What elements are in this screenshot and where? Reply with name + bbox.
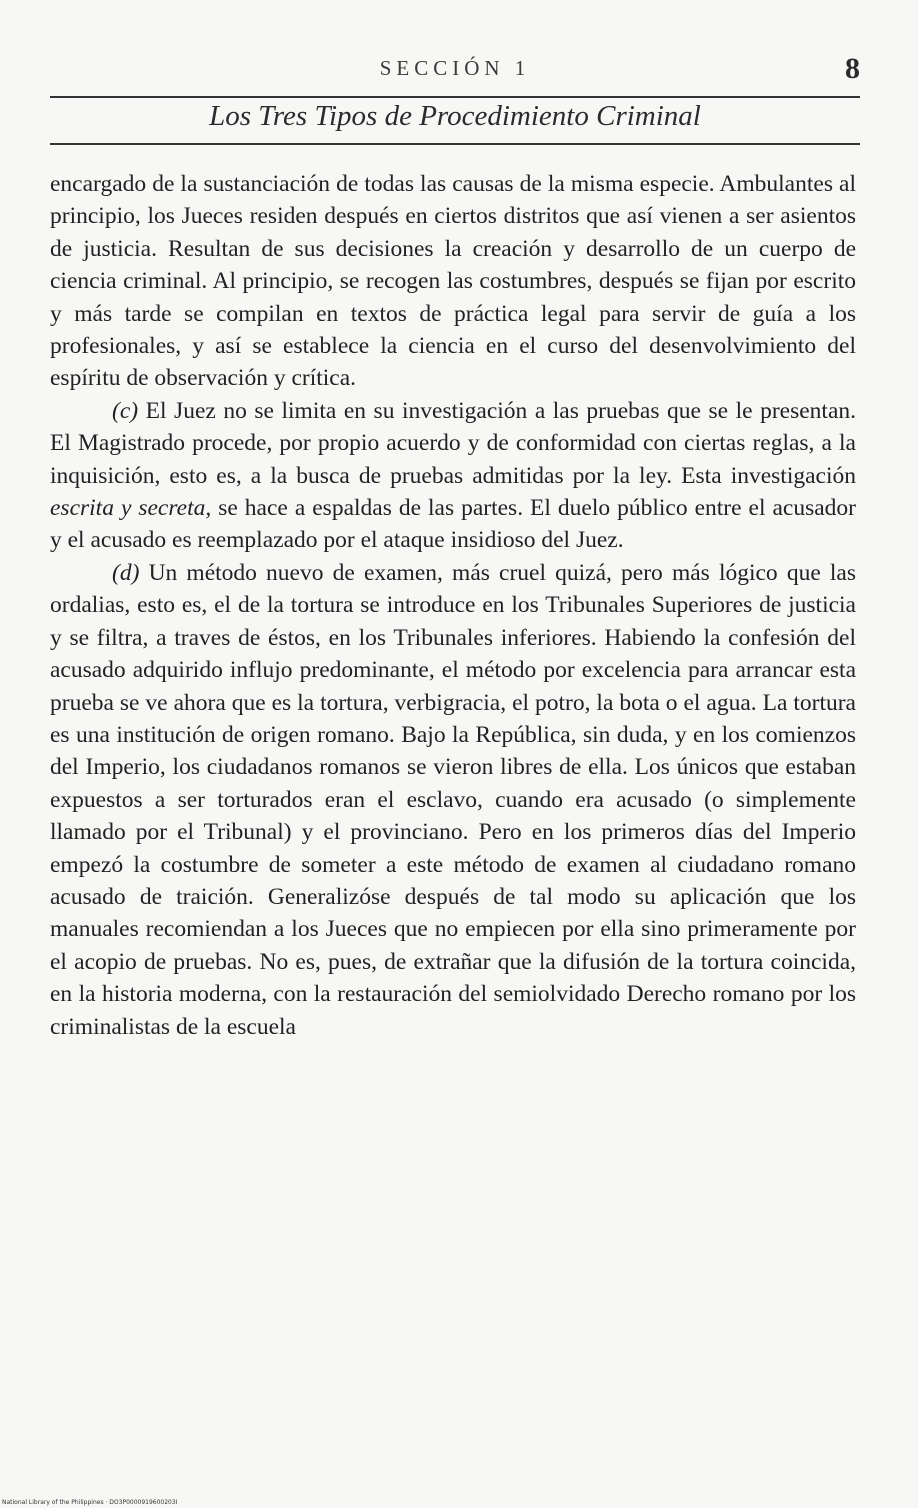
paragraph-d-text: Un método nuevo de examen, más cruel quizá, pero más lógico que las ordalias, esto es, el de la tortura se introduce en los Tribunales Superiores de justicia y se filtra, a traves de éstos, en los Tribunales inferiores. Habiendo la confesión del acusado adquirido influjo predominante, el método por excelencia para arrancar esta prueba se ve ahora que es la tortura, verbigracia, el potro, la bota o el agua. La tortura es una institución de origen romano. Bajo la República, sin duda, y en los comienzos del Imperio, los ciudadanos romanos se vieron libres de ella. Los únicos que estaban expuestos a ser torturados eran el esclavo, cuando era acusado (o simplemente llamado por el Tribunal) y el provinciano. Pero en los primeros días del Imperio empezó la costumbre de someter a este método de examen al ciudadano romano acusado de traición. Generalizóse después de tal modo su aplicación que los manuales recomiendan a los Jueces que no empiecen por ella sino primeramente por el acopio de pruebas. No es, pues, de extrañar que la difusión de la tortura coincida, en la historia moderna, con la restauración del semiolvidado Derecho romano por los criminalistas de la escuela — [50, 559, 856, 1040]
paragraph-c-text-2: se hace a espaldas de las partes. El duelo público entre el acusador y el acusado es reemplazado por el ataque insidioso del Juez. — [50, 495, 857, 554]
paragraph-c-marker: (c) — [112, 397, 139, 424]
running-head — [50, 52, 860, 92]
paragraph-c — [50, 395, 856, 557]
chapter-title: Los Tres Tipos de Procedimiento Criminal — [209, 100, 701, 132]
library-stamp: National Library of the Philippines · DO3P0000919600203I — [2, 1499, 178, 1506]
body-text — [50, 168, 856, 1043]
page-number: 8 — [845, 52, 860, 85]
section-label: SECCIÓN 1 — [379, 56, 531, 80]
paragraph-c-text-1: El Juez no se limita en su investigación a las pruebas que se le presentan. El Magistrado procede, por propio acuerdo y de conformidad con ciertas reglas, a la inquisición, esto es, a la busca de pruebas admitidas por la ley. Esta investigación — [50, 397, 857, 489]
header-rule-top — [50, 96, 860, 98]
header-rule-bottom — [50, 143, 860, 145]
paragraph-d — [50, 557, 856, 1043]
paragraph-1: encargado de la sustanciación de todas las causas de la misma especie. Ambulantes al principio, los Jueces residen después en ciertos distritos que así vienen a ser asientos de justicia. Resultan de sus decisiones la creación y desarrollo de un cuerpo de ciencia criminal. Al principio, se recogen las costumbres, después se fijan por escrito y más tarde se compilan en textos de práctica legal para servir de guía a los profesionales, y así se establece la ciencia en el curso del desenvolvimiento del espíritu de observación y crítica. — [50, 171, 856, 392]
paragraph-c-emphasis: escrita y secreta, — [50, 495, 212, 522]
paragraph-d-marker: (d) — [112, 559, 140, 586]
